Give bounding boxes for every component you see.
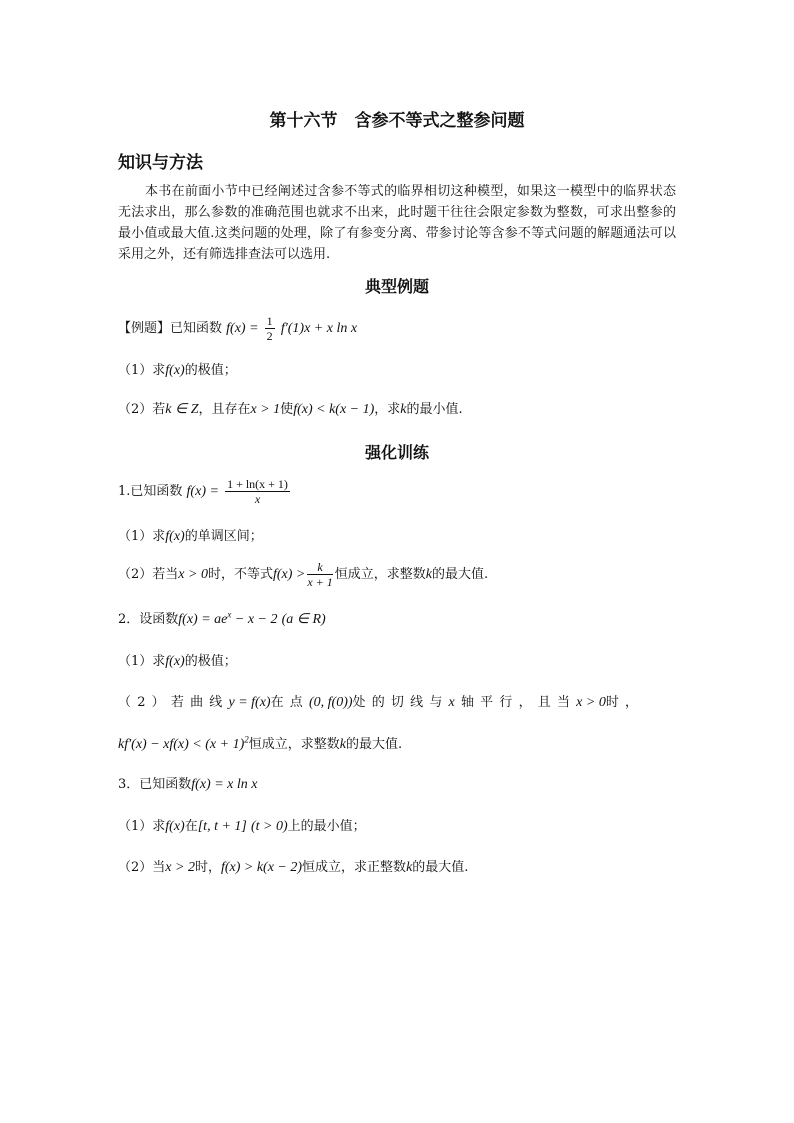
example-frac-num: 1: [266, 314, 273, 328]
q1-fx: f(x) =: [186, 484, 219, 499]
q3-part1-interval: [t, t + 1]: [197, 819, 247, 834]
q1-frac-den: x: [254, 492, 261, 506]
q2-part1: [118, 650, 678, 670]
q3-part2-k: k: [406, 860, 413, 875]
q1-part2-fraction: [307, 560, 332, 589]
q1-fraction: [225, 477, 290, 506]
q3-statement: [118, 773, 678, 793]
q2-part2-line1: [118, 691, 678, 711]
q2-part2-ineq: kf′(x) − xf(x) < (x + 1): [118, 737, 245, 752]
q3-part1-text-a: （1）求: [118, 819, 166, 834]
q2-part2-text-e: 时，: [605, 695, 645, 710]
q1-part2-frac-den: x + 1: [307, 575, 333, 589]
q2-part2-text-g: 的最大值.: [345, 737, 403, 752]
q1-part2-text-d: 的最大值.: [432, 567, 489, 582]
section-heading-knowledge: 知识与方法: [118, 153, 203, 173]
q3-part1-text-c: 上的最小值；: [287, 819, 366, 834]
q3-part1-condition: (t > 0): [251, 819, 288, 834]
q3-part2-x: x > 2: [165, 860, 195, 875]
example-part2-ineq: f(x) < k(x − 1): [293, 402, 375, 417]
example-statement: [118, 314, 678, 343]
q2-part2-text-a: （2）若曲线: [118, 695, 229, 710]
q3-part1: [118, 815, 678, 835]
q3-part2-text-b: 时，: [194, 860, 221, 875]
q1-prefix: 1.已知函数: [118, 484, 183, 499]
example-part2-text-d: ，求: [374, 402, 401, 417]
q1-part2-frac-num: k: [307, 560, 332, 575]
example-prefix: 【例题】已知函数: [118, 321, 223, 336]
q1-part2-x: x > 0: [178, 567, 208, 582]
example-part1: [118, 359, 678, 379]
example-part2-kz: k ∈ Z: [165, 402, 199, 417]
q2-prefix: 2．设函数: [118, 612, 179, 627]
q2-part1-text-a: （1）求: [118, 654, 166, 669]
q2-part2-x: x > 0: [576, 695, 606, 710]
q1-part1-text-a: （1）求: [118, 529, 166, 544]
example-part2-text-c: 使: [280, 402, 294, 417]
example-fraction: [265, 314, 275, 343]
example-part1-text-b: 的极值；: [184, 363, 237, 378]
example-part2-text-e: 的最小值.: [406, 402, 463, 417]
section-heading-training: 强化训练: [364, 443, 429, 462]
q2-part2-line2: [118, 733, 678, 753]
q2-part1-text-b: 的极值；: [184, 654, 237, 669]
q2-part2-k: k: [339, 737, 346, 752]
q2-part2-ineq-sup: 2: [244, 734, 249, 745]
q2-part2-text-d: 轴平行，且当: [460, 695, 577, 710]
q2-part2-text-c: 处的切线与: [352, 695, 449, 710]
q2-statement: [118, 608, 678, 628]
q3-part2-text-d: 的最大值.: [412, 860, 469, 875]
q1-part1-fx: f(x): [165, 529, 185, 544]
q2-formula-rest: − x − 2: [231, 612, 278, 627]
q3-part1-text-b: 在: [184, 819, 198, 834]
q2-formula: f(x) = ae: [178, 612, 228, 627]
example-part1-text-a: （1）求: [118, 363, 166, 378]
q1-frac-num: 1 + ln(x + 1): [227, 477, 288, 491]
q3-prefix: 3．已知函数: [118, 777, 192, 792]
q2-part2-curve: y = f(x): [228, 695, 271, 710]
q2-part1-fx: f(x): [165, 654, 185, 669]
example-formula-rest: f′(1)x + x ln x: [280, 321, 358, 336]
q2-part2-text-f: 恒成立，求整数: [248, 737, 340, 752]
example-part2-x: x > 1: [250, 402, 281, 417]
q1-statement: [118, 477, 678, 506]
q1-part1-text-b: 的单调区间；: [184, 529, 263, 544]
example-part2: [118, 398, 678, 418]
q2-part2-text-b: 在点: [270, 695, 309, 710]
q3-part1-fx: f(x): [165, 819, 185, 834]
q1-part2-text-a: （2）若当: [118, 567, 179, 582]
q2-condition: (a ∈ R): [281, 612, 326, 627]
q2-part2-point: (0, f(0)): [308, 695, 353, 710]
example-frac-den: 2: [266, 329, 273, 343]
section-heading-examples: 典型例题: [364, 277, 429, 296]
q1-part1: [118, 525, 678, 545]
example-part2-text-a: （2）若: [118, 402, 166, 417]
q1-part2-fx: f(x) >: [272, 567, 306, 582]
q3-part2-text-a: （2）当: [118, 860, 166, 875]
example-part1-fx: f(x): [165, 363, 185, 378]
q3-part2: [118, 856, 678, 876]
example-part2-text-b: ，且存在: [198, 402, 251, 417]
intro-paragraph: 本书在前面小节中已经阐述过含参不等式的临界相切这种模型，如果这一模型中的临界状态无法求出，那么参数的准确范围也就求不出来，此时题干往往会限定参数为整数，可求出整参的最小值或最大值.这类问题的处理，除了有参变分离、带参讨论等含参不等式问题的解题通法可以采用之外，还有筛选排查法可以选用.: [118, 184, 676, 262]
q1-part2-text-c: 恒成立，求整数: [334, 567, 426, 582]
q3-part2-text-c: 恒成立，求正整数: [302, 860, 407, 875]
example-fx: f(x) =: [226, 321, 259, 336]
q2-part2-x-axis: x: [448, 695, 461, 710]
q2-formula-sup: x: [227, 609, 232, 620]
q1-part2-k: k: [425, 567, 433, 582]
q3-formula: f(x) = x ln x: [191, 777, 258, 792]
q3-part2-ineq: f(x) > k(x − 2): [220, 860, 303, 875]
page-title: 第十六节 含参不等式之整参问题: [269, 111, 525, 131]
q1-part2-text-b: 时，不等式: [207, 567, 273, 582]
example-part2-k: k: [400, 402, 407, 417]
q1-part2: [118, 560, 678, 589]
